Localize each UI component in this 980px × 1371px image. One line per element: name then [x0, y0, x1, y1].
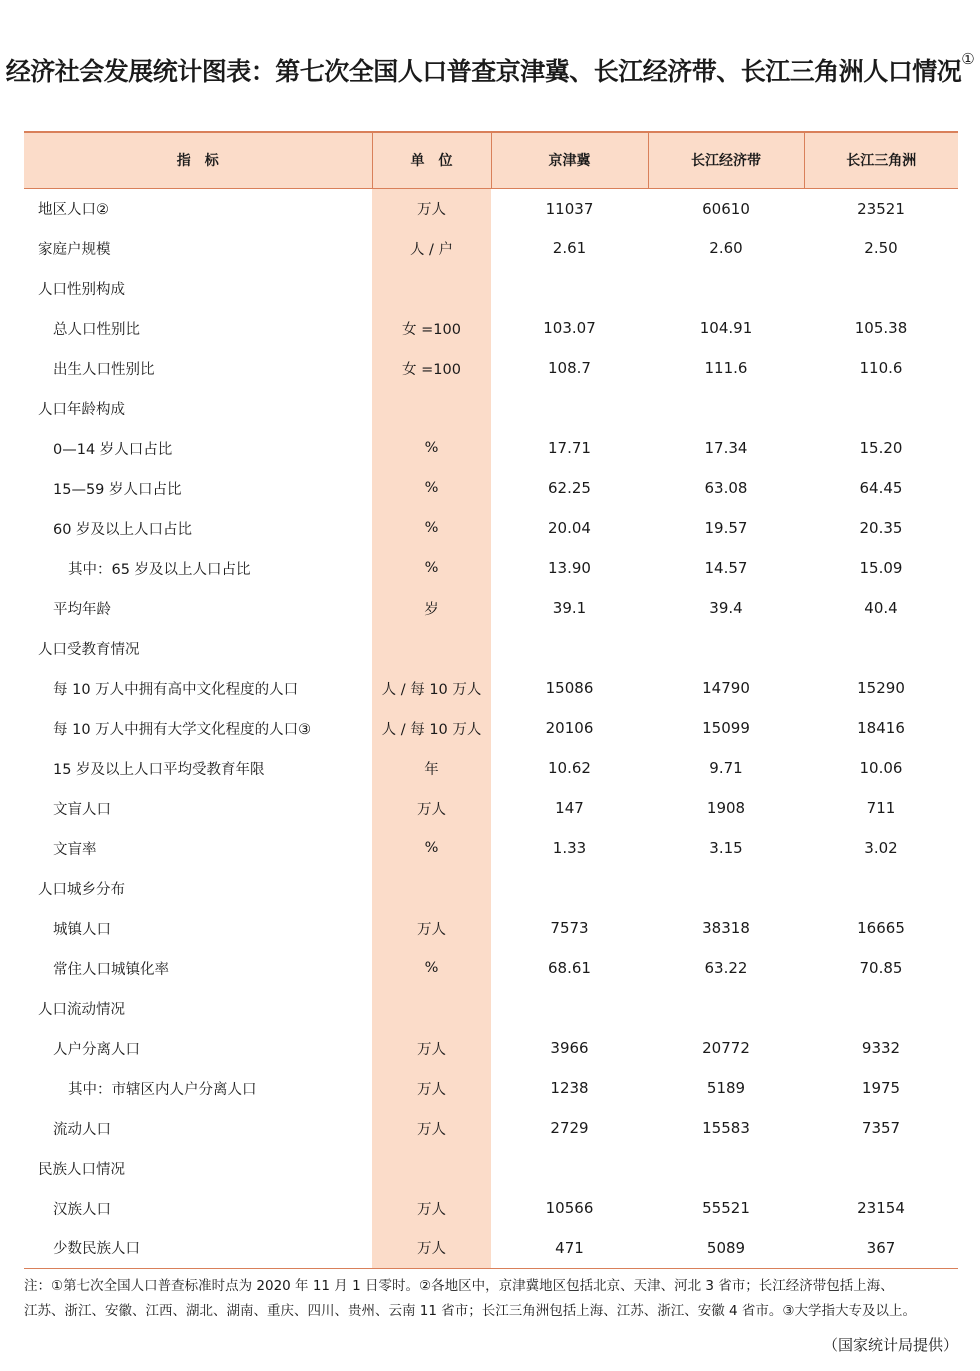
value-jingjinji	[491, 388, 648, 428]
value-jingjinji: 1.33	[552, 839, 587, 857]
table-row	[24, 668, 958, 708]
value-yangtze-delta: 64.45	[859, 479, 903, 497]
row-label: 人口年龄构成	[38, 401, 125, 418]
table-row	[24, 228, 958, 268]
value-yangtze-delta: 711	[866, 799, 896, 817]
row-label: 每 10 万人中拥有高中文化程度的人口	[53, 681, 299, 698]
row-label: 家庭户规模	[38, 241, 111, 258]
row-unit: 岁	[372, 588, 491, 628]
value-jingjinji: 20.04	[548, 519, 591, 537]
value-yangtze-economic-belt	[648, 988, 804, 1028]
row-unit: %	[372, 828, 491, 868]
table-row	[24, 468, 958, 508]
header-row	[24, 132, 958, 188]
value-yangtze-economic-belt: 17.34	[704, 439, 748, 457]
row-label: 人口流动情况	[38, 1001, 125, 1018]
value-yangtze-delta	[804, 388, 958, 428]
value-yangtze-economic-belt: 15099	[702, 719, 750, 737]
value-jingjinji: 2729	[550, 1119, 589, 1137]
value-yangtze-delta	[804, 868, 958, 908]
value-yangtze-delta: 105.38	[854, 319, 908, 337]
row-unit: 女 =100	[372, 348, 491, 388]
value-jingjinji: 3966	[550, 1039, 589, 1057]
value-jingjinji: 20106	[545, 719, 594, 737]
row-unit: 女 =100	[372, 308, 491, 348]
value-jingjinji: 108.7	[548, 359, 591, 377]
table-row	[24, 1028, 958, 1068]
row-label: 民族人口情况	[38, 1161, 125, 1178]
value-yangtze-delta: 110.6	[859, 359, 903, 377]
value-yangtze-economic-belt: 104.91	[699, 319, 753, 337]
table-row	[24, 948, 958, 988]
row-label: 15 岁及以上人口平均受教育年限	[53, 761, 265, 778]
value-yangtze-delta: 2.50	[864, 239, 898, 257]
value-yangtze-delta	[804, 988, 958, 1028]
row-unit	[372, 868, 491, 908]
value-jingjinji: 103.07	[543, 319, 596, 337]
value-yangtze-economic-belt	[648, 1148, 804, 1188]
table-row	[24, 388, 958, 428]
table-row	[24, 708, 958, 748]
header-unit: 单 位	[372, 132, 491, 188]
value-jingjinji: 62.25	[548, 479, 591, 497]
value-yangtze-economic-belt: 111.6	[704, 359, 748, 377]
header-jingjinji: 京津冀	[491, 132, 648, 188]
value-yangtze-economic-belt: 14.57	[704, 559, 748, 577]
row-unit: 万人	[372, 908, 491, 948]
row-unit: 万人	[372, 1068, 491, 1108]
value-yangtze-economic-belt: 9.71	[709, 759, 743, 777]
value-yangtze-delta: 20.35	[859, 519, 903, 537]
value-yangtze-delta: 9332	[861, 1039, 901, 1057]
table-row	[24, 1148, 958, 1188]
value-jingjinji: 147	[555, 799, 584, 817]
row-label: 平均年龄	[53, 601, 111, 618]
value-jingjinji: 10.62	[548, 759, 591, 777]
value-yangtze-economic-belt: 63.22	[704, 959, 748, 977]
value-yangtze-economic-belt	[648, 868, 804, 908]
value-yangtze-delta: 3.02	[864, 839, 898, 857]
row-label: 15—59 岁人口占比	[53, 481, 182, 498]
row-unit: 万人	[372, 1108, 491, 1148]
value-yangtze-delta	[804, 628, 958, 668]
value-yangtze-delta: 18416	[857, 719, 905, 737]
row-label: 出生人口性别比	[53, 361, 155, 378]
value-yangtze-economic-belt: 39.4	[709, 599, 743, 617]
statistics-table	[24, 131, 958, 1269]
table-row	[24, 268, 958, 308]
row-unit: 年	[372, 748, 491, 788]
table-row	[24, 828, 958, 868]
value-jingjinji	[491, 1148, 648, 1188]
row-unit: %	[372, 948, 491, 988]
value-jingjinji: 13.90	[548, 559, 591, 577]
value-yangtze-delta: 7357	[861, 1119, 901, 1137]
row-unit: %	[372, 508, 491, 548]
row-label: 人户分离人口	[53, 1041, 140, 1058]
value-yangtze-economic-belt: 14790	[702, 679, 750, 697]
row-unit	[372, 628, 491, 668]
row-label: 其中：市辖区内人户分离人口	[68, 1081, 257, 1098]
value-jingjinji: 471	[491, 1228, 648, 1268]
row-unit	[372, 1148, 491, 1188]
table-row	[24, 428, 958, 468]
value-yangtze-delta	[804, 268, 958, 308]
table-header	[24, 132, 958, 188]
table-row	[24, 1108, 958, 1148]
table-row	[24, 348, 958, 388]
statistics-table-container	[24, 131, 958, 1269]
row-label: 常住人口城镇化率	[53, 961, 169, 978]
row-label: 人口受教育情况	[38, 641, 140, 658]
value-jingjinji: 10566	[545, 1199, 594, 1217]
value-yangtze-delta: 23154	[857, 1199, 905, 1217]
value-yangtze-delta: 15.09	[859, 559, 903, 577]
value-yangtze-economic-belt: 5189	[706, 1079, 746, 1097]
title-footnote-mark: ①	[961, 50, 975, 68]
row-label: 流动人口	[53, 1121, 111, 1138]
table-row	[24, 188, 958, 228]
table-body	[24, 188, 958, 1268]
value-jingjinji	[491, 268, 648, 308]
row-unit: 人 / 户	[372, 228, 491, 268]
table-row	[24, 988, 958, 1028]
row-label: 60 岁及以上人口占比	[53, 521, 193, 538]
value-yangtze-economic-belt: 55521	[702, 1199, 750, 1217]
value-jingjinji: 15086	[545, 679, 594, 697]
header-indicator: 指 标	[24, 132, 372, 188]
row-unit: 万人	[372, 1028, 491, 1068]
value-yangtze-economic-belt	[648, 388, 804, 428]
value-jingjinji: 2.61	[552, 239, 587, 257]
row-label: 文盲人口	[53, 801, 111, 818]
value-jingjinji: 7573	[550, 919, 589, 937]
footnotes	[24, 1274, 964, 1324]
row-label: 少数民族人口	[24, 1228, 372, 1268]
row-label: 人口性别构成	[38, 281, 125, 298]
value-yangtze-economic-belt: 5089	[648, 1228, 804, 1268]
row-unit: %	[372, 548, 491, 588]
value-jingjinji	[491, 988, 648, 1028]
value-yangtze-delta: 10.06	[859, 759, 903, 777]
row-label: 城镇人口	[53, 921, 111, 938]
value-yangtze-delta: 1975	[861, 1079, 901, 1097]
table-row	[24, 788, 958, 828]
value-yangtze-economic-belt: 3.15	[709, 839, 743, 857]
row-label: 总人口性别比	[53, 321, 140, 338]
row-unit	[372, 388, 491, 428]
value-yangtze-economic-belt: 63.08	[704, 479, 748, 497]
table-row	[24, 548, 958, 588]
footnote-line: 江苏、浙江、安徽、江西、湖北、湖南、重庆、四川、贵州、云南 11 省市；长江三角洲包括上海、江苏、浙江、安徽 4 省市。③大学指大专及以上。	[24, 1303, 917, 1319]
value-yangtze-delta: 16665	[857, 919, 905, 937]
source-credit: （国家统计局提供）	[822, 1336, 958, 1354]
table-row	[24, 908, 958, 948]
header-yangtze-delta: 长江三角洲	[804, 132, 958, 188]
row-unit: 万人	[372, 1188, 491, 1228]
row-label: 汉族人口	[53, 1201, 111, 1218]
value-yangtze-delta: 40.4	[864, 599, 898, 617]
table-row	[24, 1188, 958, 1228]
value-jingjinji	[491, 628, 648, 668]
table-row	[24, 508, 958, 548]
row-unit: 人 / 每 10 万人	[372, 708, 491, 748]
value-jingjinji: 1238	[550, 1079, 589, 1097]
row-label: 每 10 万人中拥有大学文化程度的人口③	[53, 721, 312, 738]
value-yangtze-delta: 15290	[857, 679, 905, 697]
value-yangtze-economic-belt: 1908	[706, 799, 746, 817]
row-label: 0—14 岁人口占比	[53, 441, 173, 458]
value-yangtze-economic-belt: 2.60	[709, 239, 743, 257]
value-yangtze-economic-belt	[648, 628, 804, 668]
table-row	[24, 308, 958, 348]
value-jingjinji: 68.61	[548, 959, 591, 977]
value-yangtze-economic-belt: 15583	[702, 1119, 750, 1137]
footnote-line: 注：①第七次全国人口普查标准时点为 2020 年 11 月 1 日零时。②各地区中，京津冀地区包括北京、天津、河北 3 省市；长江经济带包括上海、	[24, 1278, 894, 1294]
value-yangtze-delta: 23521	[857, 199, 905, 218]
table-row	[24, 588, 958, 628]
row-unit: 万人	[372, 188, 491, 228]
row-label: 地区人口②	[38, 202, 109, 219]
row-unit	[372, 268, 491, 308]
table-row	[24, 1228, 958, 1268]
table-row	[24, 748, 958, 788]
value-jingjinji: 17.71	[548, 439, 591, 457]
row-unit: 万人	[372, 788, 491, 828]
title-text: 经济社会发展统计图表：第七次全国人口普查京津冀、长江经济带、长江三角洲人口情况	[5, 57, 962, 86]
value-yangtze-delta: 15.20	[859, 439, 903, 457]
value-jingjinji: 11037	[545, 199, 594, 218]
row-label: 文盲率	[53, 841, 97, 858]
value-yangtze-economic-belt: 38318	[702, 919, 750, 937]
row-unit: %	[372, 428, 491, 468]
value-yangtze-economic-belt	[648, 268, 804, 308]
value-yangtze-delta	[804, 1148, 958, 1188]
value-jingjinji	[491, 868, 648, 908]
table-row	[24, 868, 958, 908]
row-label: 人口城乡分布	[38, 881, 125, 898]
table-row	[24, 628, 958, 668]
row-unit	[372, 988, 491, 1028]
row-unit: %	[372, 468, 491, 508]
table-row	[24, 1068, 958, 1108]
row-unit: 万人	[372, 1228, 491, 1268]
value-yangtze-economic-belt: 60610	[702, 199, 750, 218]
value-yangtze-delta: 367	[804, 1228, 958, 1268]
row-label: 其中：65 岁及以上人口占比	[68, 561, 251, 578]
value-yangtze-economic-belt: 20772	[702, 1039, 750, 1057]
header-yangtze-economic-belt: 长江经济带	[648, 132, 804, 188]
row-unit: 人 / 每 10 万人	[372, 668, 491, 708]
value-yangtze-delta: 70.85	[859, 959, 903, 977]
page-title	[0, 52, 980, 88]
value-jingjinji: 39.1	[552, 599, 587, 617]
value-yangtze-economic-belt: 19.57	[704, 519, 748, 537]
